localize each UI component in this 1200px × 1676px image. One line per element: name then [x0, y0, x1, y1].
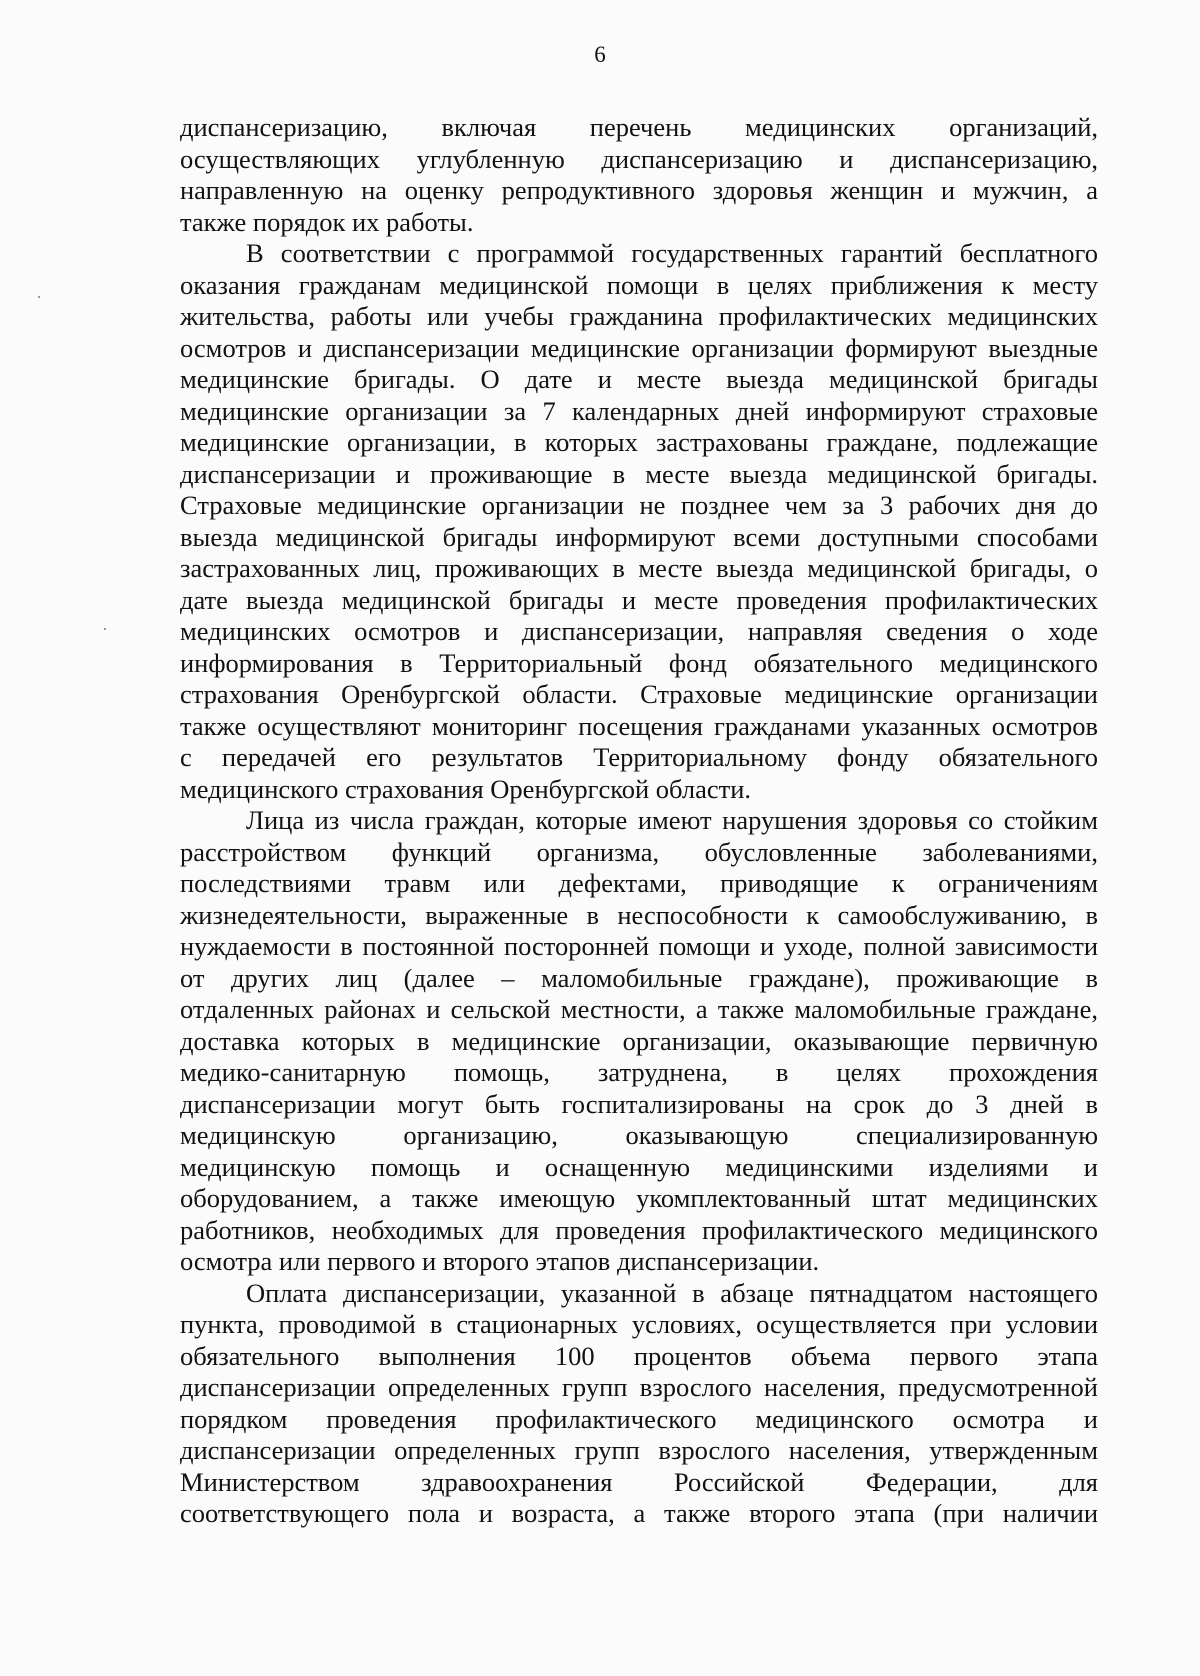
page-number: 6 — [594, 42, 606, 67]
text-line: диспансеризации определенных групп взрослого населения, утвержденным — [180, 1435, 1098, 1465]
text-line: медицинского страхования Оренбургской области. — [180, 773, 752, 804]
text-line: оборудованием, а также имеющую укомплектованный штат медицинских — [180, 1183, 1098, 1213]
text-line: диспансеризации могут быть госпитализированы на срок до 3 дней в — [180, 1088, 1098, 1119]
text-line: жительства, работы или учебы гражданина профилактических медицинских — [180, 301, 1098, 331]
paragraph-3 — [180, 805, 1098, 1278]
text-line: диспансеризации и проживающие в месте выезда медицинской бригады. — [180, 458, 1098, 489]
paragraph-4 — [180, 1278, 1098, 1530]
text-line: медицинские организации, в которых застрахованы граждане, подлежащие — [180, 427, 1098, 457]
text-line: оказания гражданам медицинской помощи в целях приближения к месту — [180, 269, 1098, 300]
text-line: последствиями травм или дефектами, приводящие к ограничениям — [180, 868, 1098, 898]
text-line: также осуществляют мониторинг посещения гражданами указанных осмотров — [180, 710, 1098, 741]
scan-speck — [104, 628, 106, 630]
text-line: диспансеризации определенных групп взрослого населения, предусмотренной — [180, 1372, 1098, 1402]
text-line: с передачей его результатов Территориальному фонду обязательного — [180, 742, 1098, 772]
document-body — [180, 112, 1098, 1530]
text-line: дате выезда медицинской бригады и месте проведения профилактических — [180, 584, 1098, 615]
text-line: осмотров и диспансеризации медицинские организации формируют выездные — [180, 332, 1098, 363]
text-line: выезда медицинской бригады информируют всеми доступными способами — [180, 521, 1098, 552]
text-line: расстройством функций организма, обусловленные заболеваниями, — [180, 836, 1098, 867]
text-line: жизнедеятельности, выраженные в неспособности к самообслуживанию, в — [180, 899, 1098, 930]
text-line: Лица из числа граждан, которые имеют нарушения здоровья со стойким — [246, 805, 1098, 835]
text-line: Страховые медицинские организации не позднее чем за 3 рабочих дня до — [180, 490, 1098, 520]
text-line: отдаленных районах и сельской местности, а также маломобильные граждане, — [180, 994, 1098, 1024]
text-line: медико-санитарную помощь, затруднена, в целях прохождения — [180, 1057, 1098, 1087]
scan-speck — [38, 296, 40, 298]
text-line: нуждаемости в постоянной посторонней помощи и уходе, полной зависимости — [180, 931, 1098, 961]
text-line: направленную на оценку репродуктивного здоровья женщин и мужчин, а — [180, 175, 1098, 205]
text-line: диспансеризацию, включая перечень медицинских организаций, — [180, 112, 1098, 142]
text-line: осуществляющих углубленную диспансеризацию и диспансеризацию, — [180, 143, 1098, 174]
text-line: медицинскую помощь и оснащенную медицинскими изделиями и — [180, 1151, 1098, 1182]
text-line: В соответствии с программой государственных гарантий бесплатного — [246, 238, 1098, 268]
text-line: медицинских осмотров и диспансеризации, направляя сведения о ходе — [180, 616, 1098, 646]
text-line: Министерством здравоохранения Российской Федерации, для — [180, 1466, 1098, 1497]
text-line: соответствующего пола и возраста, а также второго этапа (при наличии — [180, 1498, 1098, 1528]
text-line: пункта, проводимой в стационарных условиях, осуществляется при условии — [180, 1309, 1098, 1339]
paragraph-1 — [180, 112, 1098, 238]
text-line: осмотра или первого и второго этапов диспансеризации. — [180, 1246, 820, 1276]
text-line: обязательного выполнения 100 процентов объема первого этапа — [180, 1340, 1098, 1371]
text-line: медицинские бригады. О дате и месте выезда медицинской бригады — [180, 364, 1098, 394]
text-line: медицинские организации за 7 календарных дней информируют страховые — [180, 395, 1098, 426]
text-line: застрахованных лиц, проживающих в месте выезда медицинской бригады, о — [180, 553, 1098, 583]
text-line: страхования Оренбургской области. Страховые медицинские организации — [180, 679, 1098, 709]
text-line: порядком проведения профилактического медицинского осмотра и — [180, 1403, 1098, 1434]
text-line: также порядок их работы. — [180, 206, 474, 237]
paragraph-2 — [180, 238, 1098, 805]
text-line: Оплата диспансеризации, указанной в абзаце пятнадцатом настоящего — [246, 1277, 1098, 1308]
text-line: доставка которых в медицинские организации, оказывающие первичную — [180, 1025, 1098, 1056]
text-line: работников, необходимых для проведения профилактического медицинского — [180, 1214, 1098, 1245]
text-line: информирования в Территориальный фонд обязательного медицинского — [180, 647, 1098, 678]
text-line: от других лиц (далее – маломобильные граждане), проживающие в — [180, 962, 1098, 993]
text-line: медицинскую организацию, оказывающую специализированную — [180, 1120, 1098, 1150]
